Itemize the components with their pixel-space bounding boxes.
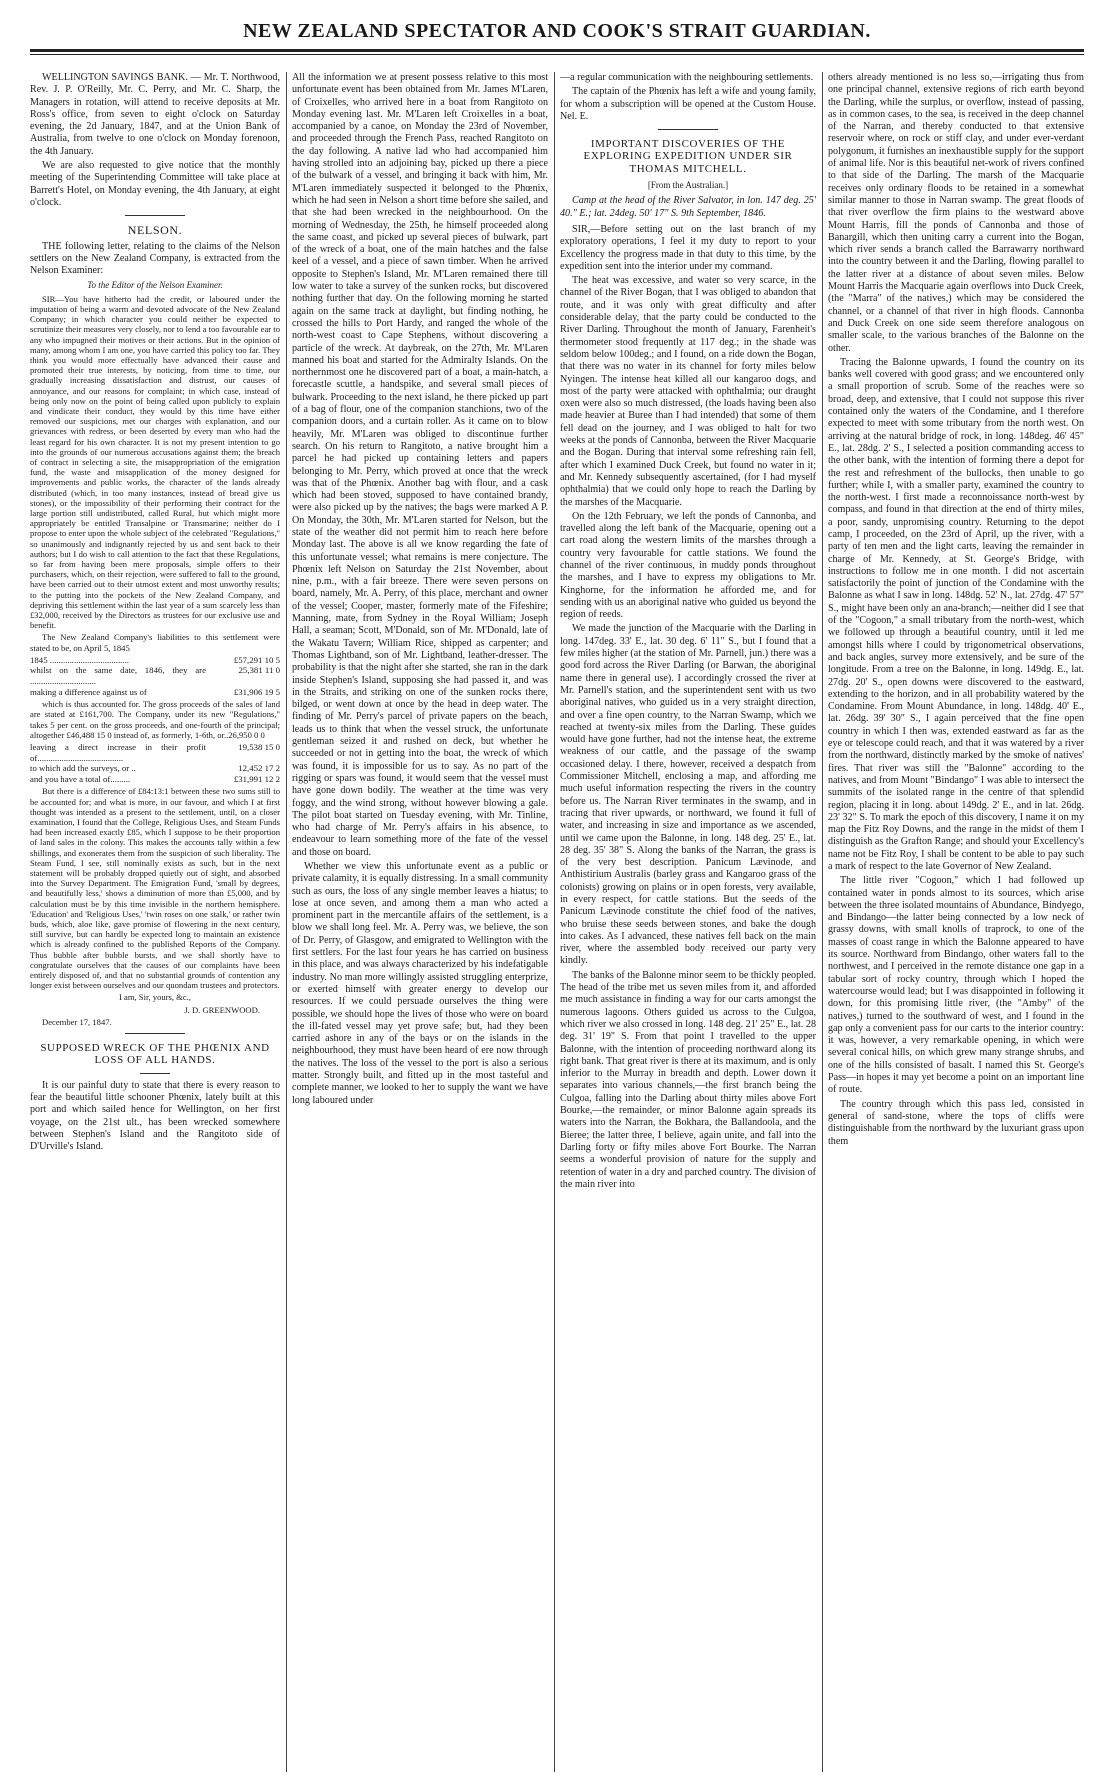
savings-bank-notice: WELLINGTON SAVINGS BANK. — Mr. T. Northwood, Rev. J. P. O'Reilly, Mr. C. Perry, and Mr. C. Sharp, the Managers in rotation, will attend to receive deposits at Mr. Ross's office, from seven to eight o'clock on Saturday evening, the 2d January, 1847, and at the Union Bank of Australia, from twelve to one o'clock on Monday forenoon, the 4th January. (30, 72, 280, 157)
account-amount: 19,538 15 0 (238, 742, 280, 753)
account-row (30, 774, 280, 785)
account-label: whilst on the same date, 1846, they are .............................. (30, 665, 206, 687)
nelson-heading: NELSON. (127, 223, 183, 238)
account-row (30, 742, 280, 763)
column-divider (554, 72, 555, 1772)
expedition-paragraph: The banks of the Balonne minor seem to be thickly peopled. The head of the tribe met us seven miles from it, and afforded me much assistance in finding a way for our carts amongst the numerous lagoons. Others guided us across to the Culgoa, which river we also crossed in long. 148 deg. 21' 25" E., lat. 28 deg. 31' 19" S. From that point I travelled to the upper Balonne, with the intention of proceeding northward along its right bank. That great river is there at its maximum, and is only inferior to the Murray in breadth and depth. Lower down it separates into various channels,—the first branch being the Culgoa, falling into the Darling about thirty miles above Fort Bourke,—the remainder, or minor Balonne again spreads its waters into the Narran, the Bokhara, the Ballandoola, and the Bieree; the latter three, I believe, again unite, and fall into the Darling forty or fifty miles above Fort Bourke. The Narran seems a wonderful provision of nature for the supply and retention of water in a dry and parched country. The division of the main river into (560, 969, 816, 1190)
phoenix-paragraph: —a regular communication with the neighbouring settlements. (560, 72, 814, 83)
account-table (30, 742, 280, 784)
expedition-dateline: Camp at the head of the River Salvator, in lon. 147 deg. 25' 40." E.; lat. 24deg. 50' 17" S. 9th September, 1846. (560, 195, 816, 219)
masthead-rule-thick (30, 49, 1084, 52)
account-row (30, 687, 280, 698)
column-2 (292, 72, 548, 1772)
letter-paragraph: The New Zealand Company's liabilities to this settlement were stated to be, on April 5, 1845 (30, 632, 280, 653)
expedition-paragraph: SIR,—Before setting out on the last branch of my exploratory operations, I feel it my duty to report to your Excellency the progress made in that duty to this time, by the expedition sent into the interior under my command. (560, 223, 816, 272)
section-rule (125, 1033, 185, 1034)
phoenix-paragraph: The captain of the Phœnix has left a wife and young family, for whom a subscription will be opened at the Custom House. Nel. E. (560, 86, 816, 122)
column-3 (560, 72, 816, 1772)
letter-date: December 17, 1847. (42, 1016, 112, 1027)
column-1 (30, 72, 280, 1772)
expedition-paragraph: others already mentioned is no less so,—irrigating thus from one principal channel, extensive regions of rich earth beyond the Darling, while the surplus, or overflow, instead of passing, as in common cases, to the sea, is received in the deep channel of the Narran, and thereby conducted to that extensive reservoir where, on rock or stiff clay, and under ever-verdant polygonum, it furnishes an inexhaustible supply for the support of animal life. Nor is this beautiful net-work of rivers confined to that side of the Darling. The marsh of the Macquarie receives only ordinary floods to be retained in a somewhat similar manner to those in Narran swamp. The great floods of that river overflow the firm plains to the westward above Mount Harris, fill the ponds of Cannonba and those of Banargill, which then uniting carry a current into the Bogan, which river sends a branch called the Barrawarry northward into the country between it and the Darling, flowing parallel to the latter river at a distance of about seven miles. Below Mount Harris the Macquarie again overflows into Duck Creek, (the "Marra" of the natives,) which may be considered the channel, or a channel of that river in high floods. Cannonba and Duck Creek on one side seem therefore analogous on smaller scale, to the various branches of the Balonne on the other. (828, 72, 1084, 354)
section-rule (658, 129, 718, 130)
letter-salutation: To the Editor of the Nelson Examiner. (87, 280, 223, 291)
letter-paragraph: SIR—You have hitherto had the credit, or laboured under the imputation of being a warm and devoted advocate of the New Zealand Company; in which character you could neither be expected to scrutinize their measures very closely, nor to lend a too favourable ear to any who impugned their motives or their actions. But in the opinion of many, among whom I am one, you have carried this policy too far. They think you would more effectually have advanced their cause and promoted their true interests, by noticing, from time to time, our gradually increasing dissatisfaction and distrust, our causes of annoyance, and our reasons for complaint; in which case, instead of being only now on the point of being called upon publicly to explain and vindicate their conduct, they would by this time have either removed our suspicions, met our charges with explanation, and our grievances with redress, or been deserted by every man who had the least regard for his own character. It is not my present intention to go into the grounds of our numerous accusations against them; the breach of contract in selecting a site, the misappropriation of the emigration fund, the waste and misapplication of the money designed for improvements and public works, the character of the lands already distributed (which, in too many instances, instead of bread give us stones), or the impossibility of their performing their contract for the large portion still undistributed, called Rural, but which might more appropriately be entitled Transalpine or Transmarine; neither do I propose to enter upon the whole subject of the celebrated "Regulations," so unanimously and indignantly rejected by us and sent back to their authors; but I do wish to call attention to the fact that these Regulations, so far from having been mere proposals, simple offers to their purchasers, which, on their rejection, were suffered to fall to the ground, have been carried out to their utmost extent and most unworthy results; to the putting into the pockets of the New Zealand Company, and depriving this settlement within the last year of a sum scarcely less than £32,000, received by the Directors as trustees for our exclusive use and benefit. (30, 293, 280, 631)
account-table (30, 655, 280, 697)
expedition-heading: IMPORTANT DISCOVERIES OF THE EXPLORING EXPEDITION UNDER SIR THOMAS MITCHELL. (583, 138, 793, 175)
column-4 (828, 72, 1084, 1772)
account-amount: 12,452 17 2 (238, 763, 280, 774)
newspaper-page (30, 14, 1084, 1774)
expedition-paragraph: The little river "Cogoon," which I had followed up contained water in ponds almost to its sources, which arise between the three isolated mountains of Abundance, Bindyego, and Bindango—the latter being connected by a low neck of grassy downs, with small knolls of traprock, to one of the masses of coast range in which the Balonne appeared to have its source. Northward from Bindango, other waters fall to the northwest, and I perceived in the remote distance one gap in a tabular sort of rocky country, through which I hoped the watercourse would lead; but I was disappointed in following it down, for this promising little river, (the "Amby" of the natives,) turned to the southward of west, and I found in the gap only a convenient pass for our carts to the interior country: it was, however, a very remarkable opening, in which were several conical hills, on which grew many strange shrubs, and one of the hills consisted of basalt. I named this St. George's Pass—in hopes it may yet become a point on an important line of route. (828, 875, 1084, 1096)
expedition-paragraph: The country through which this pass led, consisted in general of sand-stone, where the tops of cliffs were distinguishable from the northward by the luxuriant grass upon them (828, 1098, 1084, 1147)
expedition-source: [From the Australian.] (647, 180, 729, 191)
account-row (30, 655, 280, 666)
account-label: to which add the surveys, or .. (30, 763, 136, 774)
account-label: 1845 .................................... (30, 654, 129, 665)
account-label: leaving a direct increase in their profit of....................................... (30, 742, 206, 763)
phoenix-paragraph: It is our painful duty to state that there is every reason to fear the beautiful little schooner Phœnix, lately built at this port and which sailed hence for Wellington, on her first voyage, on the 21st ult., has been wrecked somewhere between Stephen's Island and the Rangitoto side of D'Urville's Island. (30, 1079, 280, 1153)
account-amount: £31,991 12 2 (233, 773, 280, 784)
expedition-paragraph: We made the junction of the Macquarie with the Darling in long. 147deg. 33' E., lat. 30 deg. 6' 11" S., but I found that a few miles higher (at the station of Mr. Parnell, jun.) there was a good ford across the River Darling (or Barwan, the aboriginal name there in general use). I accordingly crossed the river at Mr. Parnell's station, and the superintendent sent with us two aboriginal natives, who guided us in a very straight direction, and over a fine open country, to the Narran Swamp, which we reached at twenty-six miles from the Darling. These guides would have gone further, had not the intense heat, the extreme weakness of our cattle, and the passage of the swamp occasioned delay. I there, however, received a despatch from Commissioner Mitchell, enclosing a map, and affording me much useful information respecting the rivers in the country before us. The Narran River terminates in the swamp, and in tracing that river upwards, or northward, we found it full of water, and increasing in size and importance as we ascended, until we came upon the Balonne, in long. 148 deg. 25' E., lat. 28 deg. 35' 38" S. Along the banks of the Narran, the grass is of the very best description. Panicum Lævinode, and Anthistirium Australis (barley grass and Kangaroo grass of the colonists) growing on plains or in open forests, very available, in every respect, for cattle stations. But the seeds of the Panicum Lævinode constitute the chief food of the natives, who bruise these seeds between stones, and bake the dough into cakes. As I advanced, these natives fell back on the main river, where the assembled body received our party very kindly. (560, 623, 816, 967)
section-rule (125, 215, 185, 216)
account-row (30, 763, 280, 774)
expedition-paragraph: The heat was excessive, and water so very scarce, in the channel of the River Bogan, that I was obliged to abandon that route, and it was only with great difficulty and after considerable delay, that the party could be conducted to the River Darling. Throughout the month of January, Farenheit's thermometer stood frequently at 117 deg.; in the shade was seldom below 100deg.; and I found, on a ride down the Bogan, that there was no water in its channel for forty miles below Nyingen. The intense heat killed all our kangaroo dogs, and most of the party were attacked with ophthalmia; our draught oxen were also so much distressed, (the loads having been also made heavier at Buree than I had intended) that some of them fell dead on the journey, and I was obliged to halt for two weeks at the ponds of Cannonba, between the River Macquarie and the Bogan. During that interval some refreshing rain fell, after which I examined Duck Creek, but found no water in it; and Mr. Kennedy subsequently ascertained, (for I had myself ophthalmia) that we could only hope to reach the Darling by the marshes of the Macquarie. (560, 275, 816, 508)
committee-notice: We are also requested to give notice that the monthly meeting of the Superintending Committee will take place at Barrett's Hotel, on Monday evening, the 4th January, at eight o'clock. (30, 160, 280, 208)
letter-paragraph: But there is a difference of £84:13:1 between these two sums still to be accounted for; and what is more, in our favour, and which I at first thought was intended as a present to the settlement, until, on a closer examination, I found that the College, Religious Uses, and Steam Funds had been increased exactly £85, which I suppose to be their proportion of land sales in the colony. This makes the accounts tally within a few shillings, and exonerates them from the suspicion of such liberality. The Steam Fund, I see, still nominally exists as such, but in the next statement will be probably dropped quietly out of sight, and absorbed into the Survey Department. The Emigration Fund, 'small by degrees, and beautifully less,' shows a diminution of more than £5,000, and by calculation must be by this time invisible in the northern hemisphere. 'Education' and 'Religious Uses,' 'twin roses on one stalk,' or rather twin buds, which, aloe like, gave promise of flowering in the next century, still survive, but can hardly be expected long to maintain an existence which is already confined to the published Reports of the Company. Thus bubble after bubble bursts, and we shall shortly have to congratulate ourselves that the causes of our complaints have been entirely disposed of, and that no substantial grounds of contention any longer exist between ourselves and our quondam trustees and protectors. (30, 786, 280, 991)
expedition-paragraph: On the 12th February, we left the ponds of Cannonba, and travelled along the left bank of the Macquarie, opening out a cart road along the western limits of the marshes through a country very favourable for cattle stations. We found the channel of the river continuous, in muddy ponds throughout the marshes, and I have to express my obligations to Mr. Kinghorne, for the information he afforded me, and for sending with us an aboriginal native who guided us beyond the region of reeds. (560, 510, 816, 621)
phoenix-heading: SUPPOSED WRECK OF THE PHŒNIX AND LOSS OF ALL HANDS. (40, 1042, 270, 1067)
account-amount: £57,291 10 5 (233, 654, 280, 665)
account-amount: £31,906 19 5 (233, 686, 280, 697)
phoenix-paragraph: Whether we view this unfortunate event as a public or private calamity, it is equally distressing. In a small community such as ours, the loss of any single member leaves a hiatus; to lose at once seven, and among them a man who acted a prominent part in the mercantile affairs of the settlement, is a blow we shall long feel. Mr. A. Perry was, we believe, the son of Dr. Perry, of Glasgow, and emigrated to Wellington with the first settlers. For the last four years he has carried on business in this place, and was always characterized by his indefatigable industry. No man more willingly assisted struggling enterprize, or exerted himself with greater energy to develop our resources. If we could persuade ourselves the thing were possible, we should hope the lives of those who were on board the ill-fated vessel may yet prove safe; but, had they been carried ashore in any of the bays or on the islands in the neighbourhood, they must have been heard of ere now through the natives. The loss of the vessel to the port is also a serious matter. Strongly built, and fitted up in the most tasteful and complete manner, we looked to her to supply the want we have long laboured under (292, 861, 548, 1106)
section-rule (140, 1073, 170, 1074)
masthead: NEW ZEALAND SPECTATOR AND COOK'S STRAIT GUARDIAN. (243, 20, 871, 42)
columns (30, 72, 1084, 1772)
account-amount: 25,381 11 0 (238, 665, 280, 676)
letter-signature: J. D. GREENWOOD. (184, 1004, 260, 1015)
account-label: making a difference against us of (30, 686, 147, 697)
column-divider (286, 72, 287, 1772)
account-label: and you have a total of......... (30, 773, 131, 784)
letter-signoff: I am, Sir, yours, &c., (119, 992, 191, 1003)
phoenix-paragraph: All the information we at present possess relative to this most unfortunate event has been obtained from Mr. James M'Laren, of Croixelles, who arrived here in a boat from Rangitoto on Monday evening last. Mr. M'Laren left Croixelles in a boat, accompanied by a canoe, on Monday the 23rd of November, and proceeded through the French Pass, reached Rangitoto on the day following. A native lad who had accompanied him having strolled into an adjoining bay, picked up there a piece of the bulwark of a vessel, and bringing it back with him, Mr. M'Laren immediately suspected it belonged to the Phœnix, which he had seen in Nelson a short time before she sailed, and that she had been wrecked in the neighbourhood. On the morning of Wednesday, the 25th, he himself proceeded along the same coast, and picked up several pieces of bulwark, part of the wreck of a boat, one of the main hatches and the false keel of a vessel, and a piece of sawn timber. When he arrived opposite to Stephen's Island, Mr. M'Laren remained there till low water to take a survey of the sunken rocks, but discovered nothing further that day. On the following morning he started again on the same track at daylight, but finding nothing, he crossed the hills to Port Hardy, and ranged the whole of the north-west coast to Cape Stephens, without discovering a particle of the wreck. At daybreak, on the 27th, Mr. M'Laren manned his boat and started for the Admiralty Islands. On the northernmost one he discovered part of a boat, a main-hatch, a forecastle scuttle, a handspike, and several small pieces of bulwark. Proceeding to the next island, he there picked up part of a bag of flour, one of the companion stanchions, two of the companion doors, and a curtain roller. As it came on to blow heavily, Mr. M'Laren was obliged to discontinue further search. On his return to Rangitoto, a native brought him a parcel he had picked up containing letters and papers belonging to Mr. Perry, which proved at once that the wreck was that of the Phœnix. Another bag with flour, and a cask which had been stoved, supposed to have contained brandy, were also picked up by the natives; the bags were marked A P. On Monday, the 30th, Mr. M'Laren started for Nelson, but the state of the weather did not permit him to reach here before Monday last. The above is all we know regarding the fate of this unfortunate vessel; what remains is mere conjecture. The Phœnix left Nelson on Saturday the 21st November, about nine, p.m., with a fair breeze. There were seven persons on board, namely, Mr. A. Perry, of this place, merchant and owner of the vessel; Cooper, master, formerly mate of the Fifeshire; Manning, mate, from Sydney in the Royal William; Joseph Hall, a seaman; Scott, M'Donald, son of Mr. M'Donald, late of the Wakatu Tavern; William Rice, shipped as carpenter; and Thomas Lightband, son of Mr. Lightband, leather-dresser. The probability is that the night after she started, she ran in the dark inside Stephen's Island, supposing she had passed it, and was in the Straits, and striking on one of the sunken rocks there, bilged, or went down at once by the head in deep water. The finding of Mr. Perry's parcel of private papers on the beach, leads us to think that when the vessel struck, the unfortunate gentleman seized it and rushed on deck, but whether he succeeded or not in getting into the boat, the wreck of which was found, it is impossible for us to say. As no part of the rigging or spars was found, it would seem that the vessel must have gone down bodily. The weather at the time was very foggy, and the wind strong, without however blowing a gale. The pilot boat started on Tuesday evening, with Mr. Tinline, who had charge of Mr. Perry's affairs in his absence, to endeavour to learn something more of the fate of the vessel and those on board. (292, 72, 548, 858)
nelson-intro: THE following letter, relating to the claims of the Nelson settlers on the New Zealand Company, is extracted from the Nelson Examiner: (30, 240, 280, 277)
masthead-rule-thin (30, 54, 1084, 55)
account-row (30, 665, 280, 686)
expedition-paragraph: Tracing the Balonne upwards, I found the country on its banks well covered with good grass; and we encountered only a small proportion of scrub. Some of the reaches were so broad, deep, and extensive, that I could not suppose this river contained only the waters of the Condamine, and I therefore expected to meet with some tributary from the north west. On arriving at the natural bridge of rock, in long. 148deg. 46' 45" E., lat. 28dg. 2' S., I selected a position commanding access to the other bank, with the intention of forming there a depot for the rest and refreshment of the bullocks, then unable to go further; while I, with a smaller party, examined the country to the north-west. I first made a reconnoissance north-west by compass, and found in that direction at the end of thirty miles, a poor, sandy, unpromising country. Returning to the depot camp, I proceeded, on the 23rd of April, up the river, with a party of ten men and the light carts, leaving the remainder in charge of Mr. Kennedy, at St. George's Bridge, with instructions to follow me in one month. I did not ascertain satisfactorily the point of junction of the Condamine with the Balonne as what I saw in long. 148dg. 52' N., lat. 27dg. 47' 57" S., might have been only an ana-branch;—neither did I see that of the "Cogoon," a small tributary from the north-west, which we followed up through a beautiful country, until it led me amongst hills where I could by trigonometrical observations, and back angles, survey more extensively, and be sure of the longitude. From a tree on the Balonne, in long. 149dg. E., lat. 27dg. 20' S., open downs were discovered to the eastward, extending to the horizon, and in all probability watered by the Condamine. From Mount Abundance, in long. 148dg. 40' E., lat. 26dg. 39' 30" S., I again perceived that the fine open country in which I then was, extended eastward as far as the eye or telescope could reach, and that it was watered by a river from the northward, distinctly marked by the smoke of natives' fires. That river was still the "Balonne" according to the natives, and from Mount "Bindango" I was able to intersect the summits of the isolated range in the centre of that splendid region, placing it in long. about 149dg. 2' E., and in lat. 26dg. 23' 32" S. To mark the epoch of this discovery, I name it on my map the Fitz Roy Downs, and the range in the midst of them I distinguish as the Grafton Range; and should your Excellency's name not be Fitz Roy, I shall be content to be able to pay such a mark of respect to the late Governor of New Zealand. (828, 356, 1084, 872)
column-divider (822, 72, 823, 1772)
letter-paragraph: which is thus accounted for. The gross proceeds of the sales of land are stated at £161,700. The Company, under its new "Regulations," takes 5 per cent. on the gross proceeds, and one-fourth of the principal; altogether £46,488 15 0 instead of, as formerly, 1-6th, or..26,950 0 0 (30, 699, 280, 740)
